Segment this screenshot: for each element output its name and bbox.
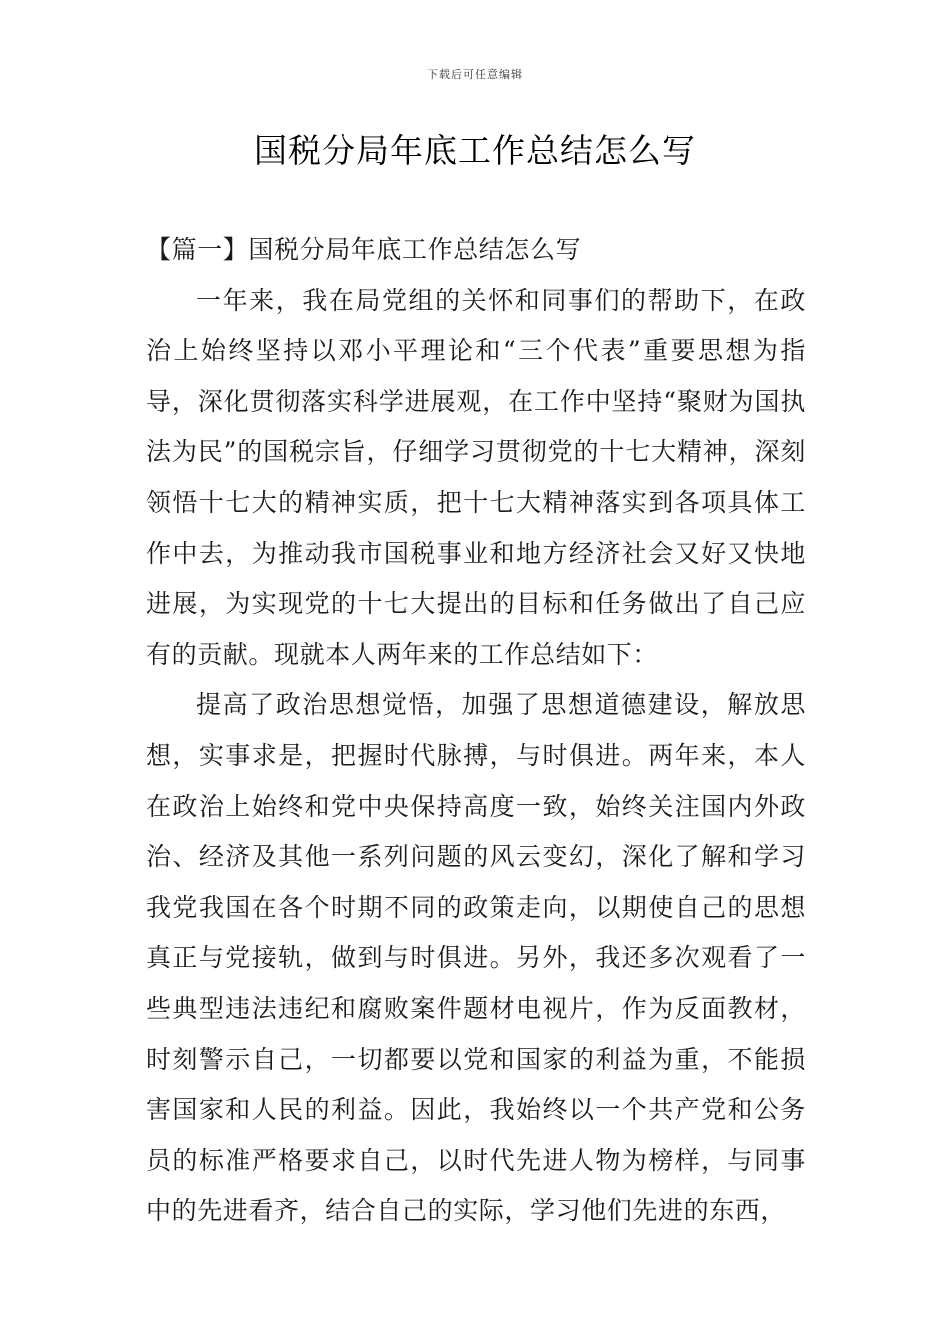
section-heading: 【篇一】国税分局年底工作总结怎么写: [146, 235, 582, 264]
header-note: 下载后可任意编辑: [427, 68, 523, 81]
body-paragraph: 提高了政治思想觉悟，加强了思想道德建设，解放思想，实事求是，把握时代脉搏，与时俱进。两年来，本人在政治上始终和党中央保持高度一致，始终关注国内外政治、经济及其他一系列问题的风云变幻，深化了解和学习我党我国在各个时期不同的政策走向，以期使自己的思想真正与党接轨，做到与时俱进。另外，我还多次观看了一些典型违法违纪和腐败案件题材电视片，作为反面教材，时刻警示自己，一切都要以党和国家的利益为重，不能损害国家和人民的利益。因此，我始终以一个共产党和公务员的标准严格要求自己，以时代先进人物为榜样，与同事中的先进看齐，结合自己的实际，学习他们先进的东西，: [146, 690, 806, 1226]
document-title: 国税分局年底工作总结怎么写: [254, 131, 696, 170]
document-body: [146, 225, 806, 1237]
body-paragraph: 一年来，我在局党组的关怀和同事们的帮助下，在政治上始终坚持以邓小平理论和“三个代表”重要思想为指导，深化贯彻落实科学进展观，在工作中坚持“聚财为国执法为民”的国税宗旨，仔细学习贯彻党的十七大精神，深刻领悟十七大的精神实质，把十七大精神落实到各项具体工作中去，为推动我市国税事业和地方经济社会又好又快地进展，为实现党的十七大提出的目标和任务做出了自己应有的贡献。现就本人两年来的工作总结如下：: [146, 285, 806, 669]
